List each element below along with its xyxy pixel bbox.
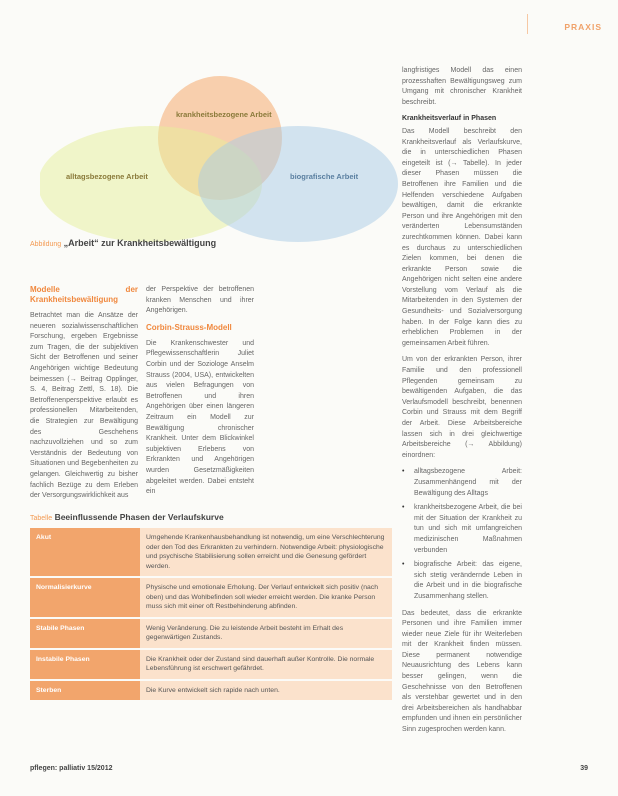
col3-text-2: Um von der erkrankten Person, ihrer Familie und den professionell Pflegenden gemeinsam zu bewältigenden Aufgaben, die das Verlaufsmodell beschreibt, benennen Corbin und Strauss mit dem Begriff der Arbeit. Diese Arbeitsbereiche lassen sich in drei gleichwertige Arbeitsbereiche (→ Abbildung) einordnen:	[402, 356, 522, 459]
figure-caption	[30, 238, 390, 248]
column-2	[146, 285, 254, 504]
table-row	[30, 577, 392, 618]
column-3	[402, 66, 522, 742]
phase-description: Die Kurve entwickelt sich rapide nach unten.	[140, 680, 392, 702]
col3-intro: langfristiges Modell das einen prozesshaften Bewältigungsweg zum Umgang mit chronischer Krankheit beschreibt.	[402, 67, 522, 106]
phase-name: Instabile Phasen	[30, 649, 140, 680]
col1-heading: Modelle der Krankheitsbewältigung	[30, 285, 138, 304]
col3-text-3: Das bedeutet, dass die erkrankte Personen und ihre Familien immer wieder neue Ziele für ihr Weiterleben mit der Krankheit finden müssen. Diese permanent notwendige Neuausrichtung des Lebens kann besser gelingen, wenn die Geschehnisse von den Betroffenen als verstehbar gewertet und in den drei Arbeitsbereichen als handhabbar empfunden und ihnen ein persönlicher Sinn zugesprochen werden kann.	[402, 609, 522, 734]
col2-text-2: Die Krankenschwester und Pflegewissenschaftlerin Juliet Corbin und der Soziologe Anselm Strauss (2004, USA), entwickelten aus vielen Befragungen von Betroffenen und ihren Angehörigen über einen längeren Zeitraum ein Modell zur Bewältigung chronischer Krankheit. Unter dem Blickwinkel subjektiven Erlebens von Erkrankten und Angehörigen wurden Gesetzmäßigkeiten abgeleitet werden. Dabei entsteht ein	[146, 339, 254, 496]
table-row	[30, 649, 392, 680]
footer-journal: pflegen: palliativ 15/2012	[30, 765, 113, 772]
column-1	[30, 285, 138, 508]
col2-text-1: der Perspektive der betroffenen kranken Menschen und ihrer Angehörigen.	[146, 286, 254, 315]
page-number: 39	[580, 765, 588, 772]
table-title-text: Beeinflussende Phasen der Verlaufskurve	[54, 512, 224, 522]
header-divider	[527, 14, 528, 34]
phase-description: Wenig Veränderung. Die zu leistende Arbeit besteht im Erhalt des gegenwärtigen Zustands.	[140, 618, 392, 649]
phase-description: Die Krankheit oder der Zustand sind dauerhaft außer Kontrolle. Die normale Lebensführung ist erschwert gefährdet.	[140, 649, 392, 680]
phase-description: Umgehende Krankenhausbehandlung ist notwendig, um eine Verschlechterung oder den Tod des Erkrankten zu verhindern. Notwendige Arbeit: physiologische und psychische Stabilisierung sollen erreicht und die Genesung gefördert werden.	[140, 528, 392, 577]
list-item: • alltagsbezogene Arbeit: Zusammenhängend mit der Bewältigung des Alltags	[402, 467, 522, 499]
phase-name: Akut	[30, 528, 140, 577]
list-item: • biografische Arbeit: das eigene, sich stetig verändernde Leben in die Arbeit und in die biografische Zusammenhang stellen.	[402, 560, 522, 602]
phase-name: Sterben	[30, 680, 140, 702]
phase-name: Stabile Phasen	[30, 618, 140, 649]
phase-name: Normalisierkurve	[30, 577, 140, 618]
col2-heading: Corbin-Strauss-Modell	[146, 322, 232, 332]
col3-bullet-list	[402, 467, 522, 602]
venn-diagram	[40, 76, 400, 246]
venn-label-top: krankheitsbezogene Arbeit	[176, 110, 272, 119]
phases-table	[30, 528, 392, 702]
venn-label-right: biografische Arbeit	[290, 172, 359, 181]
figure-caption-text: „Arbeit“ zur Krankheitsbewältigung	[63, 238, 217, 248]
col3-text-1: Das Modell beschreibt den Krankheitsverlauf als Verlaufskurve, die in unterschiedlichen Phasen eingeteilt ist (→ Tabelle). In jeder dieser Phasen müssen die Betroffenen ihre Familien und die Helfenden verschiedene Aufgaben bewältigen, damit die erkrankte Person und ihre Angehörigen mit den veränderten Lebensumständen zurechtkommen können. Dabei kann es durchaus zu unterschiedlichen Zielen kommen, bei denen die erkrankte Person sowie die Angehörigen nicht selten eine andere Vorstellung vom Verlauf als die Mitarbeitenden in den Systemen der Gesundheits- und Sozialversorgung haben. In der Folge kann dies zu erheblichen Problemen in der gemeinsamen Arbeit führen.	[402, 127, 522, 347]
venn-label-left: alltagsbezogene Arbeit	[66, 172, 148, 181]
section-tag: PRAXIS	[564, 22, 602, 32]
phase-description: Physische und emotionale Erholung. Der Verlauf entwickelt sich positiv (nach oben) und das Wohlbefinden soll wieder erreicht werden. Die kranke Person muss sich mit einer oft Restbehinderung abfinden.	[140, 577, 392, 618]
table-tag: Tabelle	[30, 515, 53, 522]
figure-tag: Abbildung	[30, 241, 62, 248]
col1-text: Betrachtet man die Ansätze der neueren sozialwissenschaftlichen Forschung, ergeben Ergebnisse zum Tragen, die der subjektiven Sicht der Betroffenen und seiner Angehörigen wichtige Bedeutung beimessen (→ Beitrag Opplinger, S. 4, Beitrag Zettl, S. 18). Die Betroffenenperspektive erlaubt es professionellen Mitarbeitenden, die Strategien zur Bewältigung des Geschehens nachzuvollziehen und so zum Verständnis der Bedeutung von Situationen und Begebenheiten zu gelangen. Gleichwertig zu bisher fachlich Bezüge zu dem Erleben der Versorgungswirklichkeit aus	[30, 312, 138, 500]
list-item: • krankheitsbezogene Arbeit, die bei mit der Situation der Krankheit zu tun und sich mit umfangreichen medizinischen Maßnahmen verbunden	[402, 503, 522, 556]
table-title	[30, 512, 390, 522]
table-row	[30, 528, 392, 577]
table-row	[30, 618, 392, 649]
table-row	[30, 680, 392, 702]
col3-subheading: Krankheitsverlauf in Phasen	[402, 115, 497, 123]
venn-circle-right	[198, 126, 398, 242]
